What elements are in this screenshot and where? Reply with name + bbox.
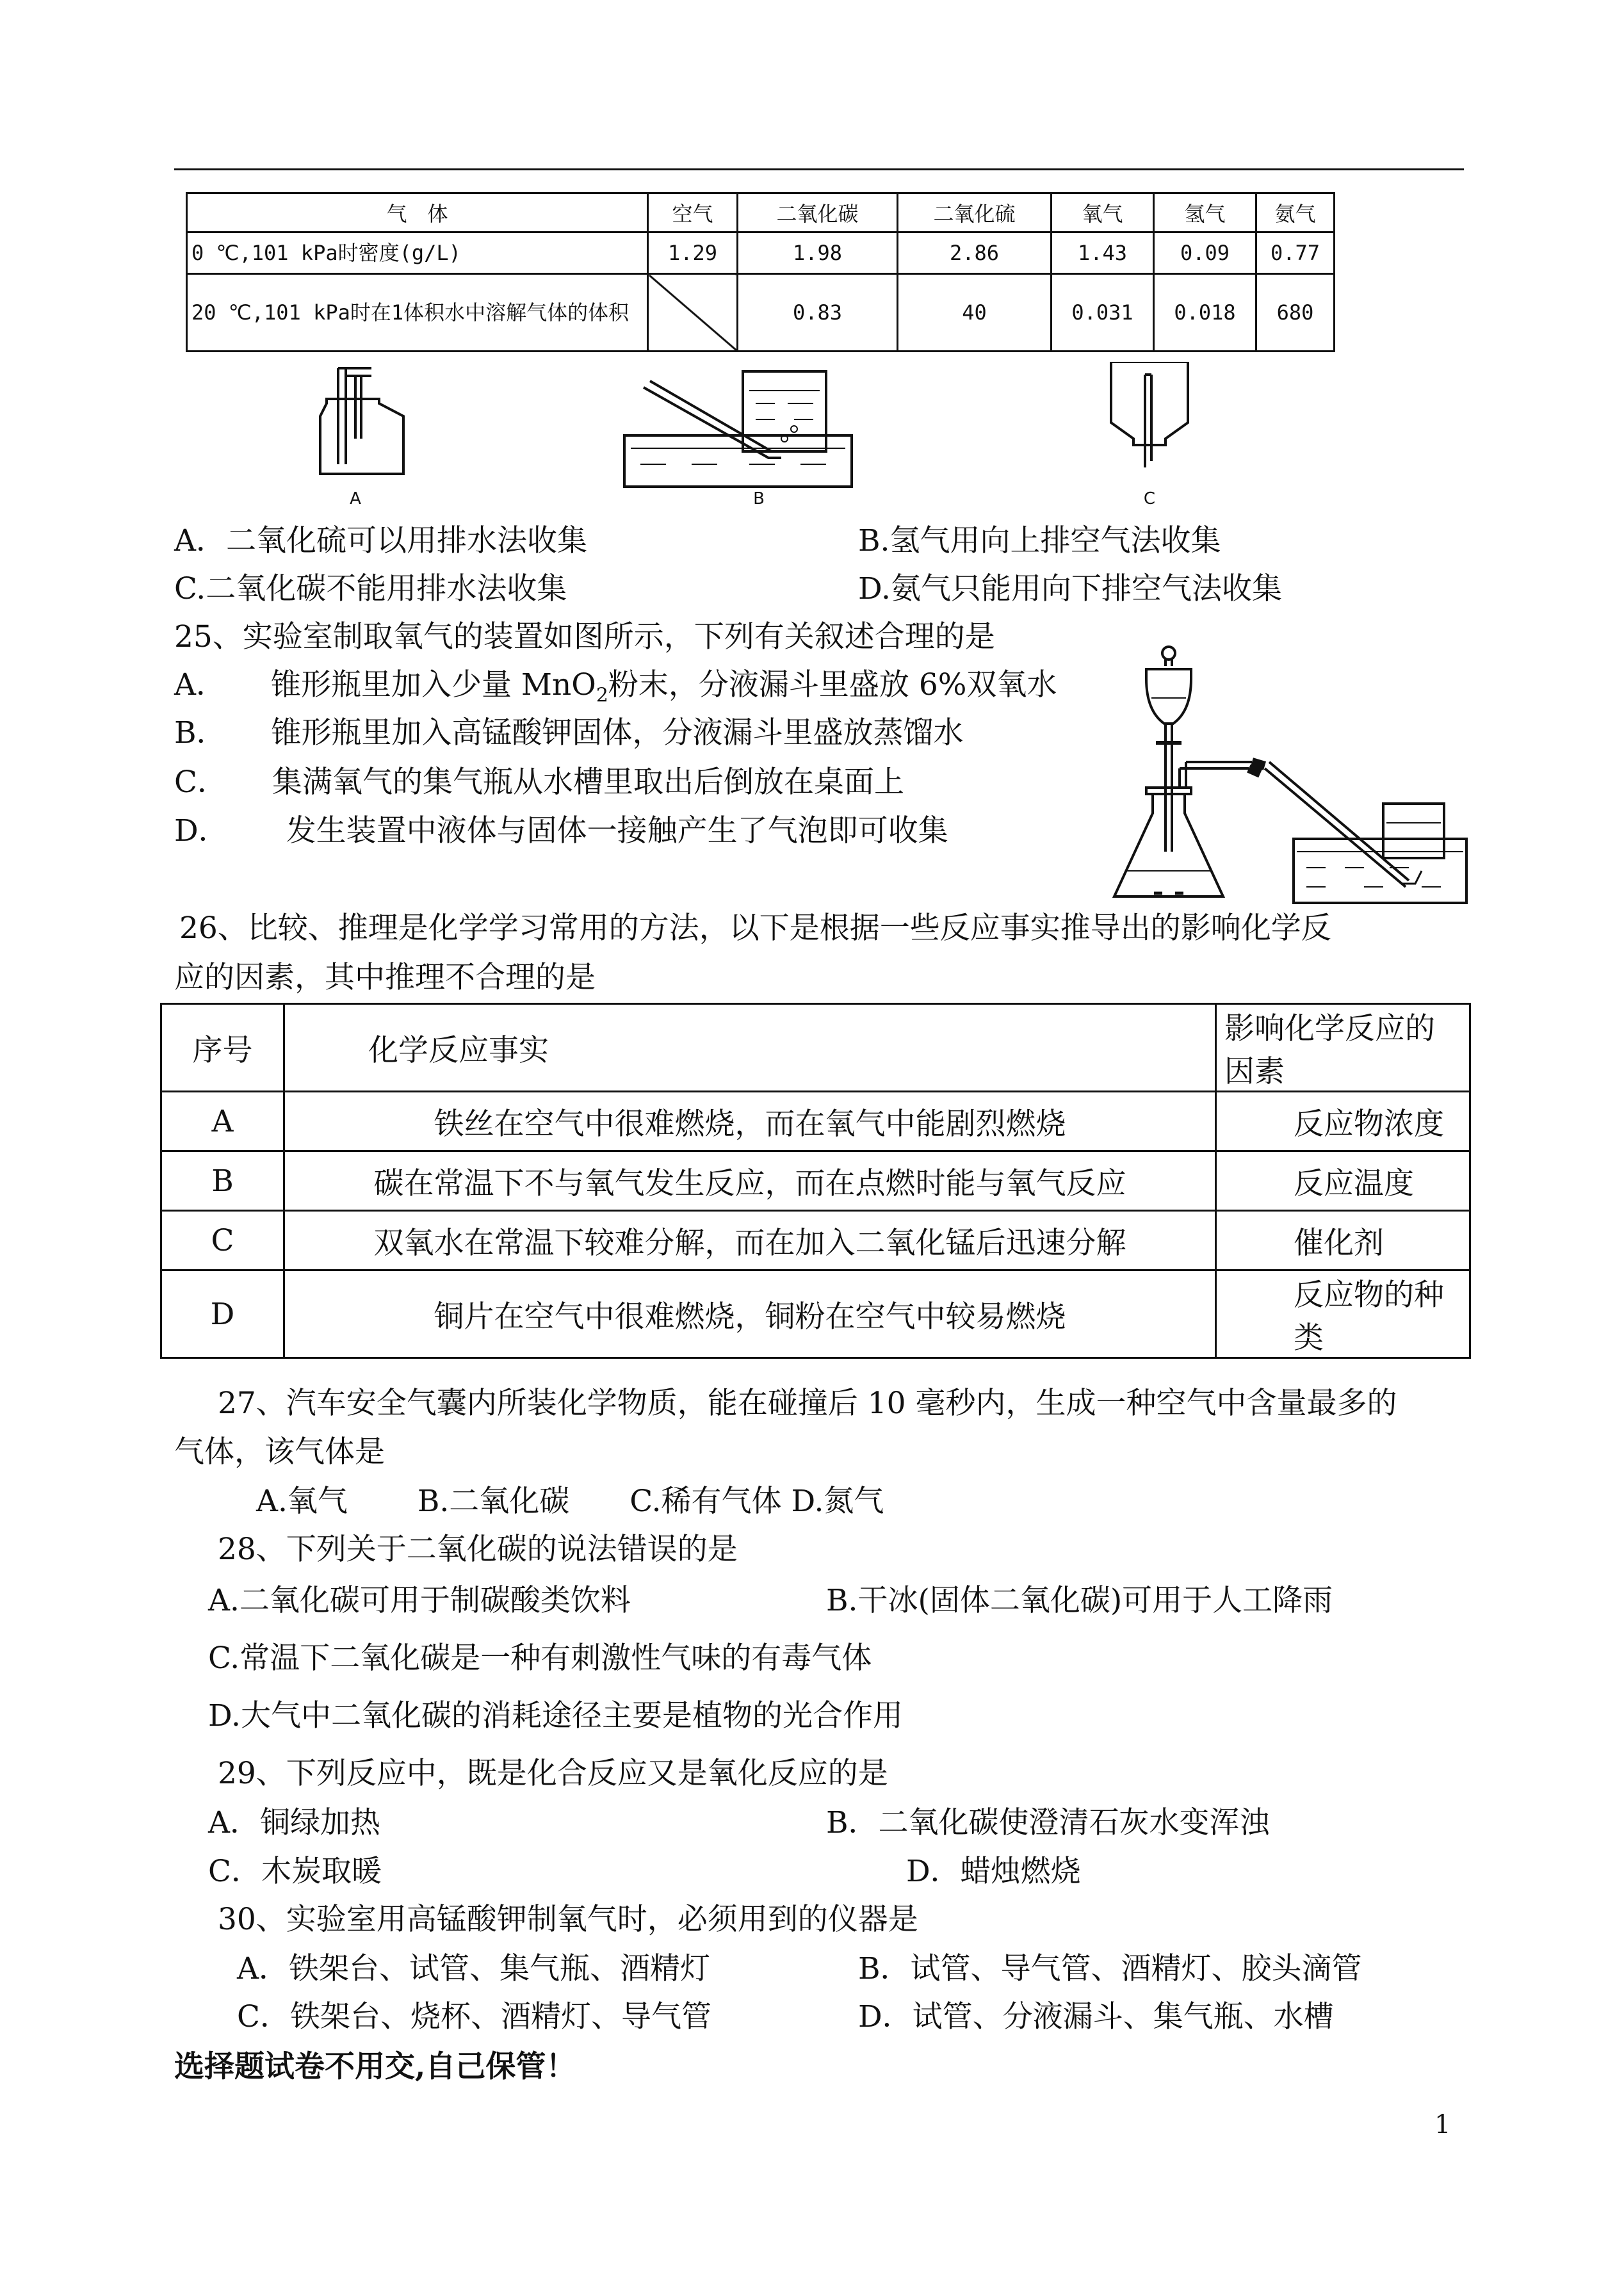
row-factor: 反应温度 xyxy=(1216,1151,1470,1211)
q28-option-a: A.二氧化碳可用于制碳酸类饮料 xyxy=(208,1583,631,1618)
header-cell: 空气 xyxy=(648,193,738,232)
table-cell: 0.031 xyxy=(1052,274,1154,352)
q26-stem-line1: 26、比较、推理是化学学习常用的方法，以下是根据一些反应事实推导出的影响化学反 xyxy=(179,911,1331,946)
q28-option-d: D.大气中二氧化碳的消耗途径主要是植物的光合作用 xyxy=(208,1698,903,1733)
table-row xyxy=(187,232,1335,274)
collecting-trough-illustration xyxy=(1294,804,1466,903)
q30-option-a: A．铁架台、试管、集气瓶、酒精灯 xyxy=(237,1951,710,1986)
table-header-row xyxy=(187,193,1335,232)
table-cell: 0.83 xyxy=(738,274,898,352)
table-row xyxy=(161,1211,1470,1270)
table-row xyxy=(161,1092,1470,1151)
q27-stem-line1: 27、汽车安全气囊内所装化学物质，能在碰撞后 10 毫秒内，生成一种空气中含量最多的 xyxy=(218,1386,1397,1421)
q24-option-d: D.氨气只能用向下排空气法收集 xyxy=(858,571,1282,606)
option-letter: B． xyxy=(174,715,227,750)
figure-label-a: A xyxy=(350,489,361,508)
q30-option-d: D．试管、分液漏斗、集气瓶、水槽 xyxy=(858,1999,1334,2034)
row-factor: 反应物的种类 xyxy=(1216,1270,1470,1358)
table-cell: 0.09 xyxy=(1154,232,1256,274)
row-letter: B xyxy=(161,1151,284,1211)
option-text: 锥形瓶里加入高锰酸钾固体，分液漏斗里盛放蒸馏水 xyxy=(271,715,964,750)
q28-option-b: B.干冰(固体二氧化碳)可用于人工降雨 xyxy=(826,1583,1333,1618)
header-cell: 二氧化硫 xyxy=(898,193,1052,232)
reaction-factor-table xyxy=(160,1003,1471,1359)
q29-option-d: D．蜡烛燃烧 xyxy=(906,1854,1081,1889)
q25-stem: 25、实验室制取氧气的装置如图所示，下列有关叙述合理的是 xyxy=(174,619,995,654)
subscript: 2 xyxy=(596,684,608,707)
row-label: 0 ℃,101 kPa时密度(g/L) xyxy=(187,232,648,274)
table-cell: 2.86 xyxy=(898,232,1052,274)
q28-stem: 28、下列关于二氧化碳的说法错误的是 xyxy=(218,1532,738,1567)
separatory-funnel-illustration xyxy=(1146,647,1191,852)
footer-note: 选择题试卷不用交,自己保管！ xyxy=(174,2049,576,2084)
water-trough-b-illustration xyxy=(624,371,852,487)
q25-option-b xyxy=(174,714,964,752)
q24-option-c: C.二氧化碳不能用排水法收集 xyxy=(174,571,567,606)
option-letter: A． xyxy=(174,667,226,702)
option-text: 发生装置中液体与固体一接触产生了气泡即可收集 xyxy=(286,813,948,848)
bottle-a-illustration xyxy=(320,368,403,474)
row-fact: 铁丝在空气中很难燃烧，而在氧气中能剧烈燃烧 xyxy=(284,1092,1216,1151)
bottle-c-illustration xyxy=(1111,362,1188,467)
q29-option-b: B．二氧化碳使澄清石灰水变浑浊 xyxy=(826,1805,1270,1840)
option-text: 粉末，分液漏斗里盛放 6%双氧水 xyxy=(608,667,1057,702)
table-header-row xyxy=(161,1004,1470,1092)
header-cell: 气 体 xyxy=(187,193,648,232)
table-cell: 0.018 xyxy=(1154,274,1256,352)
row-letter: C xyxy=(161,1211,284,1270)
header-cell: 氢气 xyxy=(1154,193,1256,232)
q28-option-c: C.常温下二氧化碳是一种有刺激性气味的有毒气体 xyxy=(208,1641,872,1676)
q30-option-b: B．试管、导气管、酒精灯、胶头滴管 xyxy=(858,1951,1362,1986)
q29-option-c: C．木炭取暖 xyxy=(208,1854,382,1889)
q24-option-a: A．二氧化硫可以用排水法收集 xyxy=(174,523,587,558)
q26-stem-line2: 应的因素，其中推理不合理的是 xyxy=(174,960,596,995)
q30-option-c: C．铁架台、烧杯、酒精灯、导气管 xyxy=(237,1999,711,2034)
option-letter: D． xyxy=(174,813,229,848)
q25-option-a xyxy=(174,666,1057,715)
table-cell: 0.77 xyxy=(1256,232,1335,274)
header-cell: 序号 xyxy=(161,1004,284,1092)
diagonal-empty-cell xyxy=(648,274,738,352)
q30-stem: 30、实验室用高锰酸钾制氧气时，必须用到的仪器是 xyxy=(218,1902,918,1937)
table-row xyxy=(187,274,1335,352)
table-row xyxy=(161,1151,1470,1211)
row-factor: 反应物浓度 xyxy=(1216,1092,1470,1151)
q24-option-b: B.氢气用向上排空气法收集 xyxy=(858,523,1221,558)
row-factor: 催化剂 xyxy=(1216,1211,1470,1270)
option-text: 集满氧气的集气瓶从水槽里取出后倒放在桌面上 xyxy=(272,765,904,800)
row-letter: D xyxy=(161,1270,284,1358)
row-fact: 铜片在空气中很难燃烧，铜粉在空气中较易燃烧 xyxy=(284,1270,1216,1358)
q29-option-a: A．铜绿加热 xyxy=(208,1805,380,1840)
row-label: 20 ℃,101 kPa时在1体积水中溶解气体的体积 xyxy=(187,274,648,352)
page-number: 1 xyxy=(1434,2110,1451,2139)
option-letter: C． xyxy=(174,765,227,800)
row-fact: 双氧水在常温下较难分解，而在加入二氧化锰后迅速分解 xyxy=(284,1211,1216,1270)
header-cell: 二氧化碳 xyxy=(738,193,898,232)
header-cell: 氨气 xyxy=(1256,193,1335,232)
q25-option-c xyxy=(174,763,904,802)
oxygen-apparatus-figure xyxy=(1101,640,1473,909)
header-cell: 化学反应事实 xyxy=(284,1004,1216,1092)
table-cell: 40 xyxy=(898,274,1052,352)
gas-collection-figure xyxy=(307,362,1236,509)
q29-stem: 29、下列反应中，既是化合反应又是氧化反应的是 xyxy=(218,1756,888,1791)
figure-label-c: C xyxy=(1143,489,1156,508)
gas-property-table xyxy=(186,192,1335,352)
row-fact: 碳在常温下不与氧气发生反应，而在点燃时能与氧气反应 xyxy=(284,1151,1216,1211)
conical-flask-illustration xyxy=(1114,788,1223,896)
table-cell: 680 xyxy=(1256,274,1335,352)
table-cell: 1.29 xyxy=(648,232,738,274)
header-cell: 影响化学反应的因素 xyxy=(1216,1004,1470,1092)
figure-label-b: B xyxy=(753,489,765,508)
q27-stem-line2: 气体，该气体是 xyxy=(174,1434,385,1470)
q27-options: A.氧气 B.二氧化碳 C.稀有气体 D.氮气 xyxy=(256,1484,884,1519)
header-cell: 氧气 xyxy=(1052,193,1154,232)
option-text: 锥形瓶里加入少量 MnO xyxy=(270,667,596,702)
header-rule xyxy=(174,168,1464,170)
table-cell: 1.98 xyxy=(738,232,898,274)
row-letter: A xyxy=(161,1092,284,1151)
q25-option-d xyxy=(174,812,948,850)
table-row xyxy=(161,1270,1470,1358)
table-cell: 1.43 xyxy=(1052,232,1154,274)
